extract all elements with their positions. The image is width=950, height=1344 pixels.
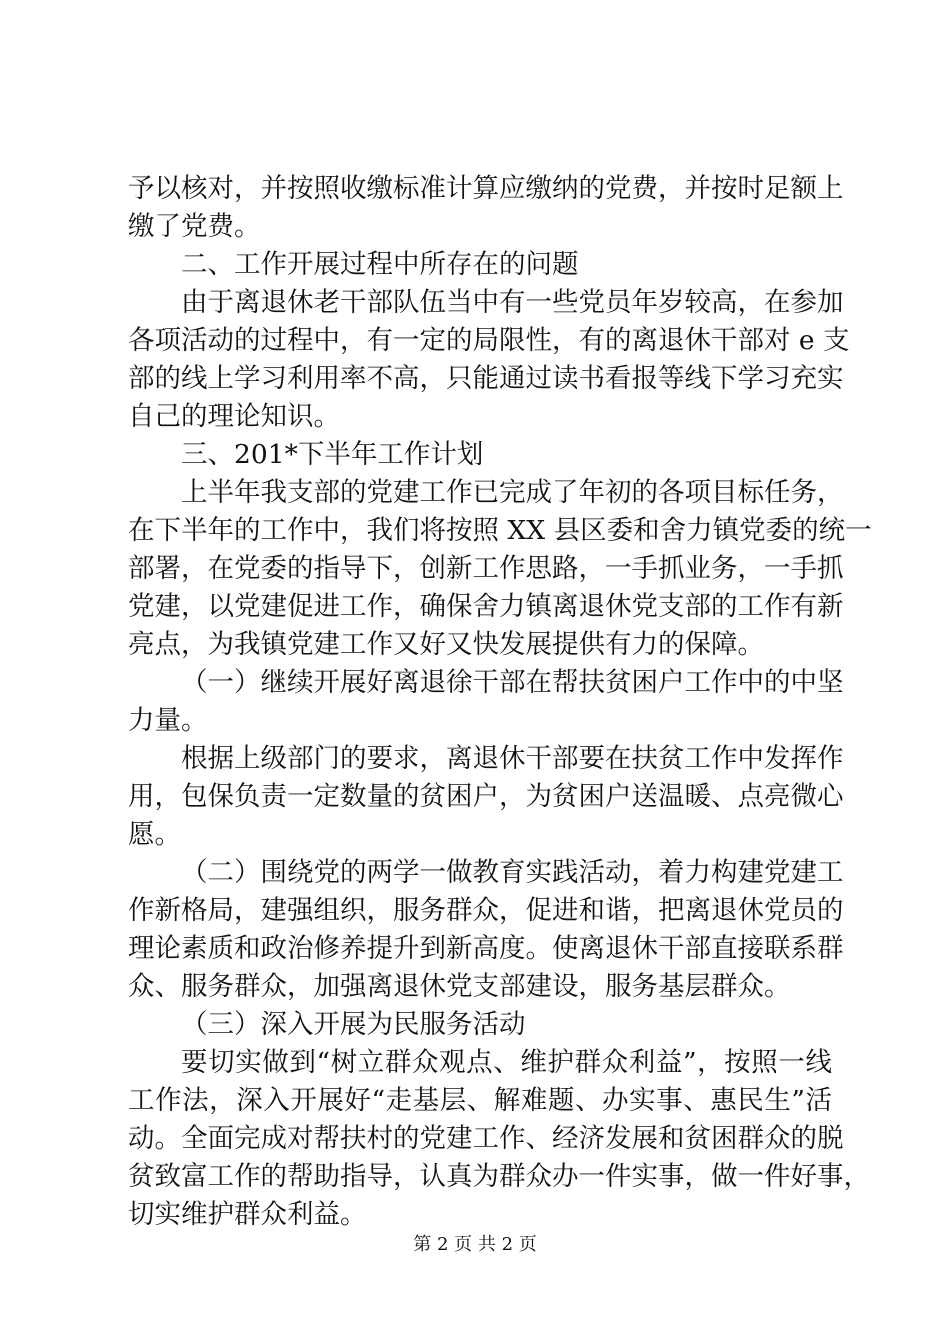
text-line: 动。全面完成对帮扶村的党建工作、经济发展和贫困群众的脱 [128, 1123, 844, 1154]
text-line: 上半年我支部的党建工作已完成了年初的各项目标任务， [181, 477, 844, 508]
text-line: 切实维护群众利益。 [128, 1199, 367, 1230]
text-line: 二、工作开展过程中所存在的问题 [181, 249, 579, 280]
text-line: 三、201*下半年工作计划 [181, 439, 484, 470]
text-line: 贫致富工作的帮助指导，认真为群众办一件实事，做一件好事， [128, 1161, 870, 1192]
text-line: （三）深入开展为民服务活动 [181, 1009, 526, 1040]
text-line: （二）围绕党的两学一做教育实践活动，着力构建党建工 [181, 857, 844, 888]
text-line: 由于离退休老干部队伍当中有一些党员年岁较高，在参加 [181, 287, 844, 318]
text-line: 用，包保负责一定数量的贫困户，为贫困户送温暖、点亮微心 [128, 781, 844, 812]
text-line: 缴了党费。 [128, 211, 261, 242]
text-line: 作新格局，建强组织，服务群众，促进和谐，把离退休党员的 [128, 895, 844, 926]
text-line: 愿。 [128, 819, 181, 850]
page-footer: 第 2 页 共 2 页 [413, 1234, 537, 1255]
text-line: 各项活动的过程中，有一定的局限性，有的离退休干部对 e 支 [128, 325, 850, 356]
text-line: 力量。 [128, 705, 208, 736]
text-line: 在下半年的工作中，我们将按照 XX 县区委和舍力镇党委的统一 [128, 515, 872, 546]
text-line: 党建，以党建促进工作，确保舍力镇离退休党支部的工作有新 [128, 591, 844, 622]
text-line: 工作法，深入开展好“走基层、解难题、办实事、惠民生”活 [128, 1085, 832, 1116]
text-line: 理论素质和政治修养提升到新高度。使离退休干部直接联系群 [128, 933, 844, 964]
text-line: 众、服务群众，加强离退休党支部建设，服务基层群众。 [128, 971, 791, 1002]
text-line: 部的线上学习利用率不高，只能通过读书看报等线下学习充实 [128, 363, 844, 394]
text-line: 部署，在党委的指导下，创新工作思路，一手抓业务，一手抓 [128, 553, 844, 584]
text-line: 予以核对，并按照收缴标准计算应缴纳的党费，并按时足额上 [128, 173, 844, 204]
text-line: 根据上级部门的要求，离退休干部要在扶贫工作中发挥作 [181, 743, 844, 774]
text-line: （一）继续开展好离退徐干部在帮扶贫困户工作中的中坚 [181, 667, 844, 698]
text-line: 亮点，为我镇党建工作又好又快发展提供有力的保障。 [128, 629, 764, 660]
text-line: 要切实做到“树立群众观点、维护群众利益”，按照一线 [181, 1047, 832, 1078]
text-line: 自己的理论知识。 [128, 401, 340, 432]
document-body [128, 170, 872, 1234]
